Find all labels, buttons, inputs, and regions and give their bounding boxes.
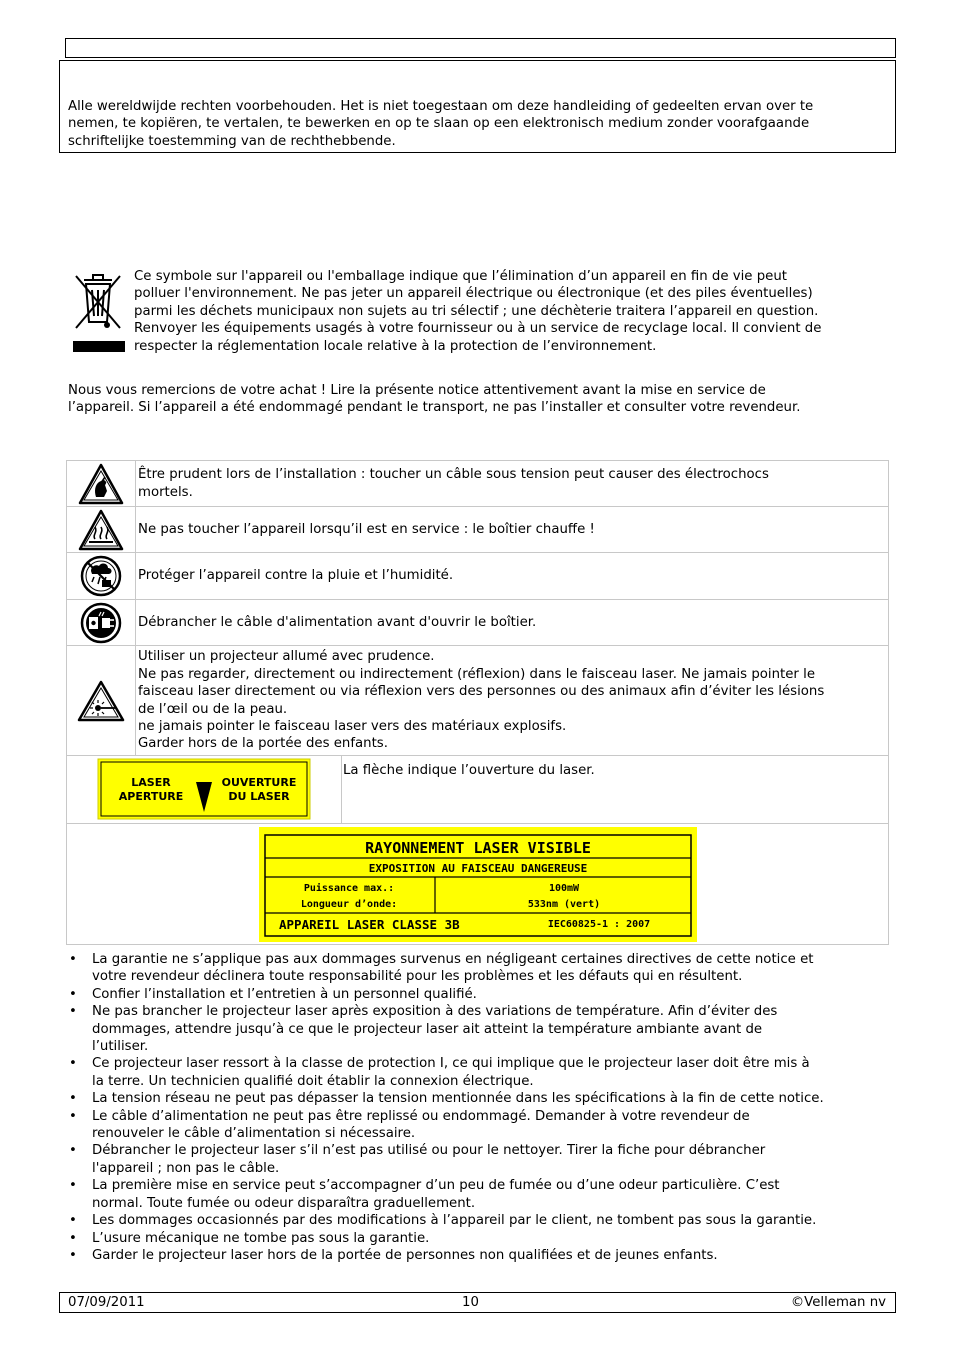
aperture-row bbox=[67, 756, 889, 824]
copyright-line: schriftelijke toestemming van de rechthebbende. bbox=[68, 133, 396, 149]
safety-text-cell bbox=[136, 461, 889, 507]
unplug-icon bbox=[80, 602, 122, 644]
aperture-right-line1: OUVERTURE bbox=[221, 776, 297, 789]
list-item-line: normal. Toute fumée ou odeur disparaîtra graduellement. bbox=[92, 1195, 476, 1211]
list-item bbox=[68, 1230, 894, 1247]
list-item-line: Garder le projecteur laser hors de la portée de personnes non qualifiées et de jeunes enfants. bbox=[92, 1247, 718, 1263]
safety-row bbox=[67, 600, 889, 646]
safety-line: Être prudent lors de l’installation : toucher un câble sous tension peut causer des électrochocs bbox=[138, 467, 769, 483]
bullet-icon: • bbox=[69, 1056, 77, 1072]
list-item bbox=[68, 951, 894, 986]
environment-line: respecter la réglementation locale relative à la protection de l’environnement. bbox=[134, 338, 657, 354]
list-item bbox=[68, 1247, 894, 1264]
laser-label-class: APPAREIL LASER CLASSE 3B bbox=[278, 916, 460, 932]
safety-line: de l’œil ou de la peau. bbox=[138, 701, 288, 717]
bullet-icon: • bbox=[69, 1004, 77, 1020]
copyright-line: Alle wereldwijde rechten voorbehouden. Het is niet toegestaan om deze handleiding of gedeelten ervan over te bbox=[68, 99, 814, 114]
safety-row bbox=[67, 507, 889, 553]
safety-line: mortels. bbox=[138, 484, 193, 500]
safety-icon-cell bbox=[67, 646, 136, 756]
environment-line: polluer l'environnement. Ne pas jeter un appareil électrique ou électronique (et des piles éventuelles) bbox=[134, 286, 813, 302]
bullet-icon: • bbox=[69, 1091, 77, 1107]
list-item-line: l’utiliser. bbox=[92, 1039, 149, 1055]
footer-copyright: ©Velleman nv bbox=[790, 1295, 886, 1310]
environment-line: Renvoyer les équipements usagés à votre fournisseur ou à un service de recyclage local. Il convient de bbox=[134, 321, 822, 337]
safety-line: faisceau laser directement ou via réflexion vers des personnes ou des animaux afin d’éviter les lésions bbox=[138, 684, 825, 700]
list-item bbox=[68, 1177, 894, 1212]
safety-line: Ne pas regarder, directement ou indirectement (réflexion) dans le faisceau laser. Ne jamais pointer le bbox=[138, 666, 815, 682]
bullet-icon: • bbox=[69, 1143, 77, 1159]
intro-line: Nous vous remercions de votre achat ! Lire la présente notice attentivement avant la mise en service de bbox=[68, 383, 766, 398]
laser-class-label bbox=[259, 827, 697, 942]
bullet-icon: • bbox=[69, 986, 77, 1002]
list-item bbox=[68, 986, 894, 1003]
bullet-icon: • bbox=[69, 1213, 77, 1229]
list-item-line: L’usure mécanique ne tombe pas sous la garantie. bbox=[92, 1230, 430, 1246]
safety-line: Utiliser un projecteur allumé avec prudence. bbox=[138, 649, 435, 665]
safety-text-cell bbox=[136, 646, 889, 756]
safety-icon-cell bbox=[67, 461, 136, 507]
list-item-line: votre revendeur déclinera toute responsabilité pour les problèmes et les défauts qui en résultent. bbox=[92, 969, 743, 985]
no-rain-icon bbox=[80, 555, 122, 597]
weee-crossed-bin-icon bbox=[70, 270, 126, 354]
laser-label-cell bbox=[67, 824, 889, 945]
intro-line: l’appareil. Si l’appareil a été endommagé pendant le transport, ne pas l’installer et consulter votre revendeur. bbox=[68, 400, 801, 416]
list-item-line: Les dommages occasionnés par des modifications à l’appareil par le client, ne tombent pas sous la garantie. bbox=[92, 1213, 817, 1229]
safety-line: Ne pas toucher l’appareil lorsqu’il est en service : le boîtier chauffe ! bbox=[138, 521, 595, 537]
electric-shock-warning-icon bbox=[78, 463, 124, 505]
aperture-left-line1: LASER bbox=[131, 776, 171, 789]
aperture-right-line2: DU LASER bbox=[228, 790, 290, 803]
list-item bbox=[68, 1003, 894, 1055]
copyright-notice bbox=[68, 98, 888, 150]
list-item bbox=[68, 1212, 894, 1229]
bullet-icon: • bbox=[69, 1247, 77, 1263]
aperture-label-cell bbox=[67, 756, 342, 823]
list-item-line: l'appareil ; non pas le câble. bbox=[92, 1160, 280, 1176]
aperture-label bbox=[97, 758, 311, 820]
safety-icon-cell bbox=[67, 507, 136, 553]
list-item bbox=[68, 1090, 894, 1107]
list-item-line: La première mise en service peut s’accompagner d’un peu de fumée ou d’une odeur particulière. C’est bbox=[92, 1178, 780, 1194]
aperture-cell bbox=[67, 756, 889, 824]
list-item-line: la terre. Un technicien qualifié doit établir la connexion électrique. bbox=[92, 1073, 534, 1089]
safety-line: Protéger l’appareil contre la pluie et l’humidité. bbox=[138, 568, 454, 584]
safety-row bbox=[67, 461, 889, 507]
list-item-line: Ce projecteur laser ressort à la classe de protection I, ce qui implique que le projecteur laser doit être mis à bbox=[92, 1056, 810, 1072]
list-item-line: Confier l’installation et l’entretien à un personnel qualifié. bbox=[92, 986, 477, 1002]
laser-label-title: RAYONNEMENT LASER VISIBLE bbox=[364, 838, 591, 857]
laser-label-wavelength-label: Longueur d’onde: bbox=[300, 898, 397, 910]
aperture-description: La flèche indique l’ouverture du laser. bbox=[343, 763, 595, 778]
safety-line: Débrancher le câble d'alimentation avant d'ouvrir le boîtier. bbox=[138, 614, 537, 630]
safety-row bbox=[67, 553, 889, 600]
safety-icon-cell bbox=[67, 553, 136, 600]
environment-notice bbox=[134, 268, 888, 355]
header-bar bbox=[65, 38, 896, 58]
safety-text-cell bbox=[136, 507, 889, 553]
intro-paragraph bbox=[68, 382, 888, 417]
bullet-icon: • bbox=[69, 1178, 77, 1194]
copyright-line: nemen, te kopiëren, te vertalen, te bewerken en op te slaan op een elektronisch medium zonder voorafgaande bbox=[68, 116, 810, 132]
safety-instructions-table bbox=[66, 460, 889, 945]
list-item-line: Le câble d’alimentation ne peut pas être replissé ou endommagé. Demander à votre revendeur de bbox=[92, 1108, 750, 1124]
list-item-line: renouveler le câble d’alimentation si nécessaire. bbox=[92, 1126, 416, 1142]
laser-label-power-value: 100mW bbox=[548, 882, 579, 894]
list-item-line: La tension réseau ne peut pas dépasser la tension mentionnée dans les spécifications à la fin de cette notice. bbox=[92, 1091, 824, 1107]
laser-label-exposure: EXPOSITION AU FAISCEAU DANGEREUSE bbox=[368, 861, 587, 875]
laser-label-wavelength-value: 533nm (vert) bbox=[527, 898, 600, 910]
bullet-icon: • bbox=[69, 1108, 77, 1124]
laser-label-power-label: Puissance max.: bbox=[303, 882, 394, 894]
safety-text-cell bbox=[136, 600, 889, 646]
hot-surface-warning-icon bbox=[78, 509, 124, 551]
safety-line: ne jamais pointer le faisceau laser vers des matériaux explosifs. bbox=[138, 718, 567, 734]
environment-line: Ce symbole sur l'appareil ou l'emballage indique que l’élimination d’un appareil en fin de vie peut bbox=[134, 269, 787, 284]
list-item-line: dommages, attendre jusqu’à ce que le projecteur laser ait atteint la température ambiante avant de bbox=[92, 1021, 763, 1037]
list-item bbox=[68, 1055, 894, 1090]
footer-date: 07/09/2011 bbox=[68, 1295, 145, 1310]
bullet-icon: • bbox=[69, 1230, 77, 1246]
laser-label-row bbox=[67, 824, 889, 945]
safety-line: Garder hors de la portée des enfants. bbox=[138, 736, 388, 752]
environment-line: parmi les déchets municipaux non sujets au tri sélectif ; une déchèterie traitera l’appareil en question. bbox=[134, 303, 819, 319]
list-item bbox=[68, 1108, 894, 1143]
safety-bullet-list bbox=[68, 951, 894, 1264]
safety-row bbox=[67, 646, 889, 756]
bullet-icon: • bbox=[69, 952, 77, 967]
list-item-line: Débrancher le projecteur laser s’il n’est pas utilisé ou pour le nettoyer. Tirer la fiche pour débrancher bbox=[92, 1143, 766, 1159]
list-item bbox=[68, 1142, 894, 1177]
list-item-line: Ne pas brancher le projecteur laser après exposition à des variations de température. Afin d’éviter des bbox=[92, 1004, 778, 1020]
safety-text-cell bbox=[136, 553, 889, 600]
laser-label-standard: IEC60825-1 : 2007 bbox=[547, 918, 650, 930]
laser-warning-icon bbox=[77, 680, 125, 722]
list-item-line: La garantie ne s’applique pas aux dommages survenus en négligeant certaines directives de cette notice et bbox=[92, 952, 814, 967]
page-number: 10 bbox=[462, 1295, 479, 1310]
aperture-left-line2: APERTURE bbox=[118, 790, 184, 803]
safety-icon-cell bbox=[67, 600, 136, 646]
